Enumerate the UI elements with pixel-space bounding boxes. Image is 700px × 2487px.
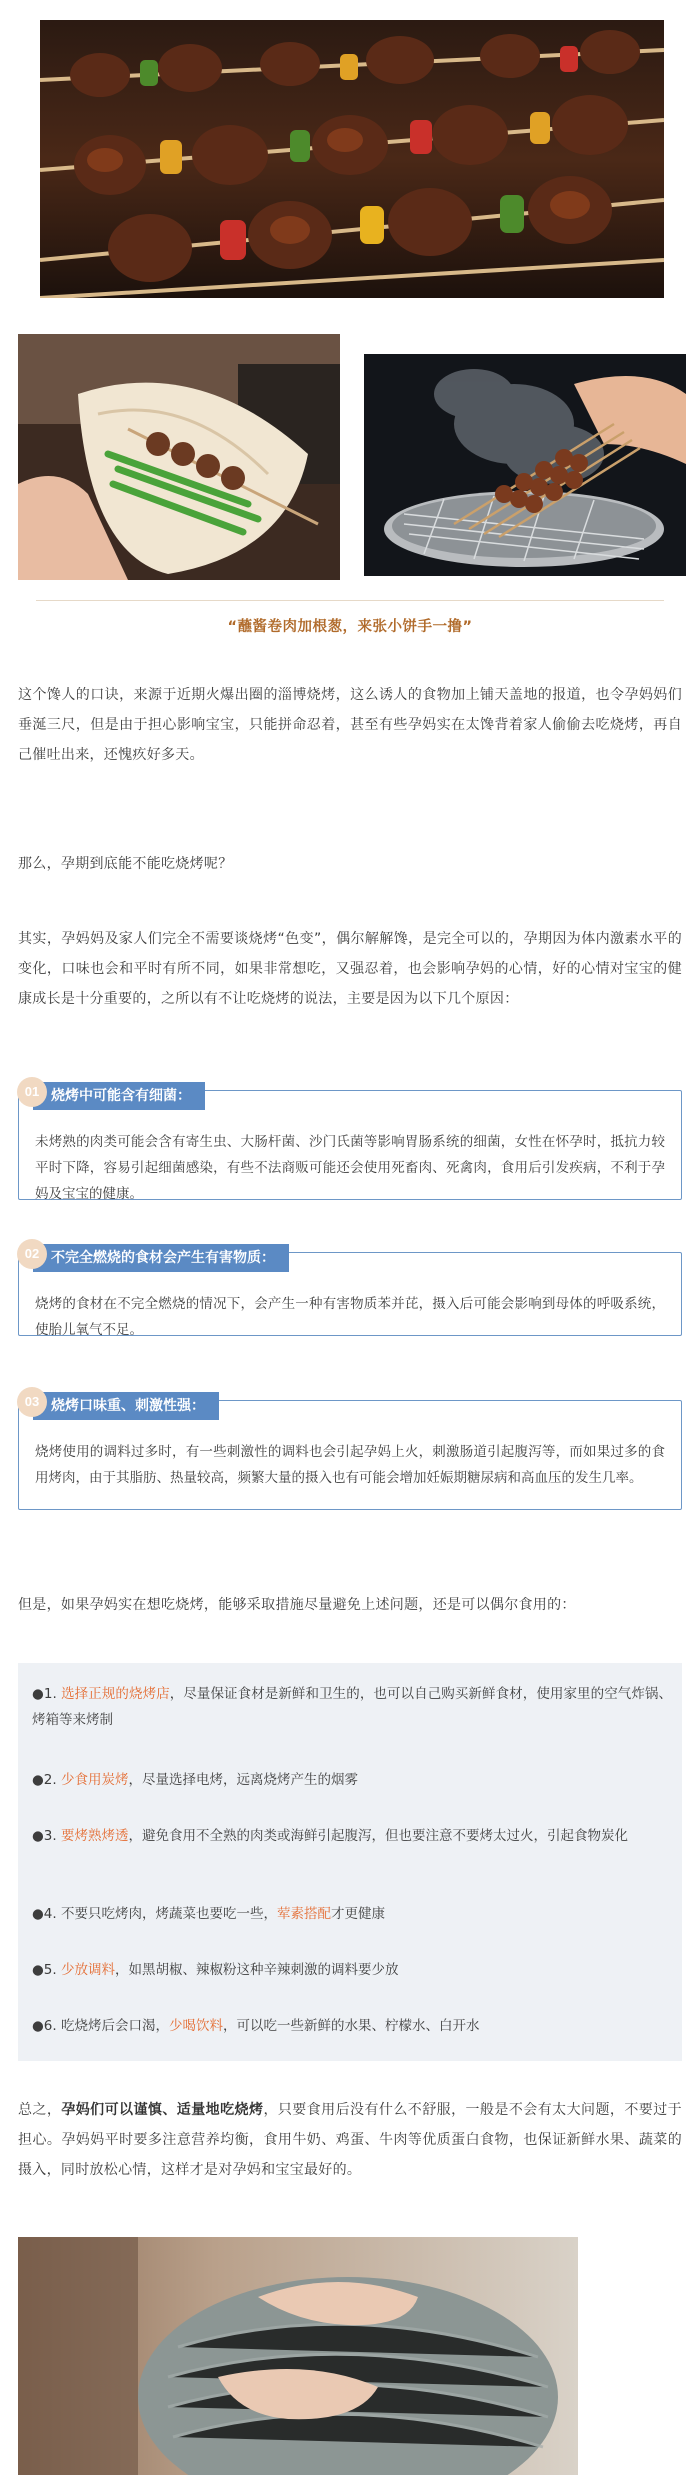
tips-panel <box>18 1663 682 2061</box>
pregnant-belly-photo <box>18 2237 578 2475</box>
question-paragraph: 那么，孕期到底能不能吃烧烤呢？ <box>18 856 233 872</box>
reason-title-1: 烧烤中可能含有细菌： <box>33 1082 205 1110</box>
tip-5-highlight: 少放调料 <box>60 1962 115 1978</box>
reason-box-2 <box>18 1246 682 1338</box>
flatbread-wrap-photo <box>18 334 340 580</box>
reason-box-1 <box>18 1084 682 1202</box>
summary-bold: 孕妈们可以谨慎、适量地吃烧烤 <box>61 2102 264 2118</box>
reason-text-1: 未烤熟的肉类可能会含有寄生虫、大肠杆菌、沙门氏菌等影响胃肠系统的细菌，女性在怀孕时，抵抗力较平时下降，容易引起细菌感染，有些不法商贩可能还会使用死畜肉、死禽肉，食用后引发疾病，不利于孕妈及宝宝的健康。 <box>35 1134 665 1202</box>
reason-number-3: 03 <box>17 1387 47 1417</box>
bbq-skewers-photo <box>40 20 664 298</box>
quote-divider-top <box>36 600 664 601</box>
tip-1-highlight: 选择正规的烧烤店 <box>61 1686 170 1702</box>
reason-title-2: 不完全燃烧的食材会产生有害物质： <box>33 1244 289 1272</box>
reason-number-2: 02 <box>17 1239 47 1269</box>
reason-text-3: 烧烤使用的调料过多时，有一些刺激性的调料也会引起孕妈上火，刺激肠道引起腹泻等，而如果过多的食用烤肉，由于其脂肪、热量较高，频繁大量的摄入也有可能会增加妊娠期糖尿病和高血压的发生几率。 <box>35 1444 665 1486</box>
grill-skewers-smoke-photo <box>364 354 686 576</box>
tip-2: ●2. 少食用炭烤，尽量选择电烤，远离烧烤产生的烟雾 <box>32 1772 358 1788</box>
tip-1: ●1. 选择正规的烧烤店，尽量保证食材是新鲜和卫生的，也可以自己购买新鲜食材，使用家里的空气炸锅、烤箱等来烤制 <box>32 1686 673 1728</box>
reason-number-1: 01 <box>17 1077 47 1107</box>
tip-6: ●6. 吃烧烤后会口渴，少喝饮料，可以吃一些新鲜的水果、柠檬水、白开水 <box>32 2018 480 2034</box>
tip-4: ●4. 不要只吃烤肉，烤蔬菜也要吃一些，荤素搭配才更健康 <box>32 1906 385 1922</box>
reason-text-2: 烧烤的食材在不完全燃烧的情况下，会产生一种有害物质苯并芘，摄入后可能会影响到母体的呼吸系统，使胎儿氧气不足。 <box>35 1296 665 1338</box>
intro-paragraph: 这个馋人的口诀，来源于近期火爆出圈的淄博烧烤，这么诱人的食物加上铺天盖地的报道，也令孕妈妈们垂涎三尺，但是由于担心影响宝宝，只能拼命忍着，甚至有些孕妈实在太馋背着家人偷偷去吃烧烤，再自己催吐出来，还愧疚好多天。 <box>18 687 682 763</box>
but-paragraph: 但是，如果孕妈实在想吃烧烤，能够采取措施尽量避免上述问题，还是可以偶尔食用的： <box>18 1597 576 1613</box>
tip-3: ●3. 要烤熟烤透，避免食用不全熟的肉类或海鲜引起腹泻，但也要注意不要烤太过火，引起食物炭化 <box>32 1828 628 1844</box>
quote-slogan: “蘸酱卷肉加根葱，来张小饼手一撸” <box>227 619 473 635</box>
summary-paragraph: 总之，孕妈们可以谨慎、适量地吃烧烤，只要食用后没有什么不舒服，一般是不会有太大问题，不要过于担心。孕妈妈平时要多注意营养均衡，食用牛奶、鸡蛋、牛肉等优质蛋白食物，也保证新鲜水果、蔬菜的摄入，同时放松心情，这样才是对孕妈和宝宝最好的。 <box>18 2102 682 2178</box>
reason-box-3 <box>18 1394 682 1510</box>
tip-4-highlight: 荤素搭配 <box>276 1906 331 1922</box>
tip-3-highlight: 要烤熟烤透 <box>60 1828 129 1844</box>
tip-5: ●5. 少放调料，如黑胡椒、辣椒粉这种辛辣刺激的调料要少放 <box>32 1962 399 1978</box>
answer-paragraph: 其实，孕妈妈及家人们完全不需要谈烧烤“色变”，偶尔解解馋，是完全可以的，孕期因为体内激素水平的变化，口味也会和平时有所不同，如果非常想吃，又强忍着，也会影响孕妈的心情，好的心情对宝宝的健康成长是十分重要的，之所以有不让吃烧烤的说法，主要是因为以下几个原因： <box>18 931 682 1007</box>
tip-2-highlight: 少食用炭烤 <box>60 1772 129 1788</box>
tip-6-highlight: 少喝饮料 <box>168 2018 223 2034</box>
reason-title-3: 烧烤口味重、刺激性强： <box>33 1392 219 1420</box>
